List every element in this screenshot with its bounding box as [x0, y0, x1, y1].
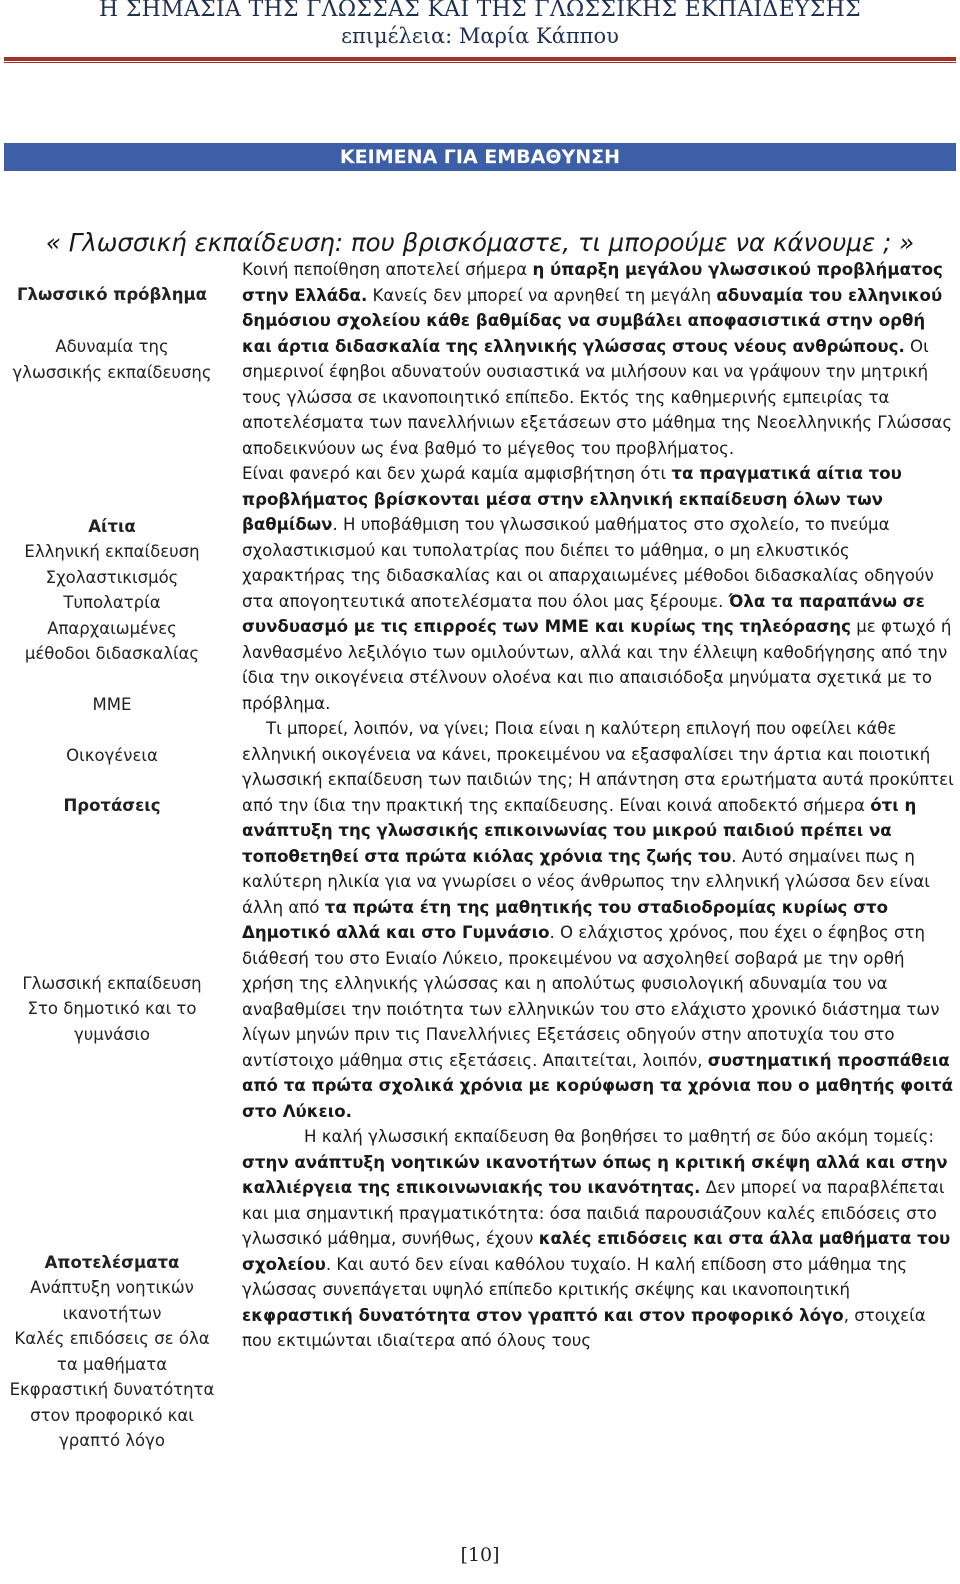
- body-paragraph-2: [242, 461, 954, 716]
- sidebar-note: Γλωσσική εκπαίδευση: [22, 974, 202, 993]
- sidebar-note: Ανάπτυξη νοητικών: [30, 1278, 194, 1297]
- sidebar-note: Ελληνική εκπαίδευση: [24, 542, 200, 561]
- text-run: με φτωχό ή λανθασμένο λεξιλόγιο των ομιλούντων, αλλά και την έλλειψη καθοδήγησης από την ίδια την οικογένεια στέλνουν ολοένα και πιο απαισιόδοξα μηνύματα σχετικά με το πρόβλημα.: [242, 617, 952, 713]
- text-run: , στοιχεία που εκτιμώνται ιδιαίτερα από όλους τους: [242, 1305, 926, 1350]
- text-run: Τι μπορεί, λοιπόν, να γίνει; Ποια είναι η καλύτερη επιλογή που οφείλει κάθε ελληνική οικογένεια να κάνει, προκειμένου να εξασφαλίσει την άρτια και ποιοτική γλωσσική εκπαίδευση των παιδιών της; Η απάντηση στα ερωτήματα αυτά προκύπτει από την ίδια την πρακτική της εκπαίδευσης. Είναι κοινά αποδεκτό σήμερα: [242, 719, 954, 815]
- sidebar-note: γυμνάσιο: [73, 1025, 151, 1044]
- bold-run: συστηματική προσπάθεια από τα πρώτα σχολικά χρόνια με κορύφωση τα χρόνια που ο μαθητής φοιτά στο Λύκειο.: [242, 1050, 954, 1121]
- sidebar-note: Απαρχαιωμένες: [47, 619, 177, 638]
- body-paragraph-1: [242, 257, 954, 461]
- sidebar-heading-results: Αποτελέσματα: [44, 1253, 180, 1272]
- text-run: Είναι φανερό και δεν χωρά καμία αμφισβήτηση ότι: [242, 464, 672, 483]
- sidebar-note: γραπτό λόγο: [58, 1431, 166, 1450]
- bold-run: καλές επιδόσεις και στα άλλα μαθήματα του σχολείου: [242, 1229, 951, 1274]
- sidebar-note: γλωσσικής εκπαίδευσης: [12, 363, 212, 382]
- text-run: Δεν μπορεί να παραβλέπεται και μια σημαντική πραγματικότητα: όσα παιδιά παρουσιάζουν καλές επιδόσεις στο γλωσσικό μάθημα, συνήθως, έχουν: [242, 1178, 945, 1248]
- margin-sidebar: [0, 0, 224, 1584]
- text-run: . Αυτό σημαίνει πως η καλύτερη ηλικία για να γνωρίσει ο νέος άνθρωπος την ελληνική γλώσσα δεν είναι άλλη από: [242, 846, 930, 917]
- sidebar-note: Αδυναμία της: [55, 337, 169, 356]
- sidebar-note: ικανοτήτων: [62, 1304, 162, 1323]
- sidebar-note: Καλές επιδόσεις σε όλα: [14, 1329, 210, 1348]
- text-run: . Η υποβάθμιση του γλωσσικού μαθήματος στο σχολείο, το πνεύμα σχολαστικισμού και τυπολατρίας που διέπει το μάθημα, ο μη ελκυστικός χαρακτήρας της διδασκαλίας και οι απαρχαιωμένες μέθοδοι διδασκαλίας οδηγούν στα απογοητευτικά αποτελέσματα που όλοι μας ξέρουμε.: [242, 515, 934, 611]
- text-run: Η καλή γλωσσική εκπαίδευση θα βοηθήσει το μαθητή σε δύο ακόμη τομείς:: [304, 1127, 934, 1146]
- sidebar-note: Στο δημοτικό και το: [27, 999, 197, 1018]
- sidebar-note: Εκφραστική δυνατότητα: [9, 1380, 215, 1399]
- section-band: ΚΕΙΜΕΝΑ ΓΙΑ ΕΜΒΑΘΥΝΣΗ: [4, 143, 956, 171]
- article-title: « Γλωσσική εκπαίδευση: που βρισκόμαστε, τι μπορούμε να κάνουμε ; »: [45, 228, 915, 257]
- bold-run: αδυναμία του ελληνικού δημόσιου σχολείου κάθε βαθμίδας να συμβάλει αποφασιστικά στην ορθή και άρτια διδασκαλία της ελληνικής γλώσσας στους νέους ανθρώπους.: [242, 285, 943, 356]
- sidebar-note: στον προφορικό και: [30, 1406, 194, 1425]
- bold-run: Όλα τα παραπάνω σε συνδυασμό με τις επιρροές των ΜΜΕ και κυρίως της τηλεόρασης: [242, 591, 925, 636]
- text-run: . Ο ελάχιστος χρόνος, που έχει ο έφηβος στη διάθεσή του στο Ενιαίο Λύκειο, προκειμένου να ασχοληθεί σοβαρά με την ορθή χρήση της ελληνικής γλώσσας και η απολύτως φυσιολογική αδυναμία του να αναβαθμίσει την ποιότητα των ελληνικών του στο ελάχιστο χρονικό διάστημα των λίγων μηνών πριν τις Πανελλήνιες Εξετάσεις οδηγούν στην αποτυχία του στο αντίστοιχο μάθημα στις εξετάσεις. Απαιτείται, λοιπόν,: [242, 923, 940, 1070]
- sidebar-note: τα μαθήματα: [56, 1355, 168, 1374]
- bold-run: η ύπαρξη μεγάλου γλωσσικού προβλήματος στην Ελλάδα.: [242, 260, 943, 305]
- sidebar-note: Οικογένεια: [66, 746, 158, 765]
- sidebar-heading-proposals: Προτάσεις: [63, 796, 161, 815]
- text-run: Κανείς δεν μπορεί να αρνηθεί τη μεγάλη: [367, 285, 717, 305]
- body-paragraph-4: [242, 1124, 954, 1354]
- text-run: . Και αυτό δεν είναι καθόλου τυχαίο. Η καλή επίδοση στο μάθημα της γλώσσας συνεπάγεται υψηλό επίπεδο κριτικής σκέψης και ικανοποιητική: [242, 1254, 908, 1299]
- sidebar-note: Σχολαστικισμός: [45, 568, 179, 587]
- text-run: Κοινή πεποίθηση αποτελεί σήμερα: [242, 260, 533, 279]
- sidebar-note: μέθοδοι διδασκαλίας: [24, 644, 200, 663]
- text-run: Οι σημερινοί έφηβοι αδυνατούν ουσιαστικά να μιλήσουν και να γράψουν την μητρική τους γλώσσα σε ικανοποιητικό επίπεδο. Εκτός της καθημερινής εμπειρίας τα αποτελέσματα των πανελλήνιων εξετάσεων στο μάθημα της Νεοελληνικής Γλώσσας αποδεικνύουν ως ένα βαθμό το μέγεθος του προβλήματος.: [242, 336, 953, 458]
- page-number: [10]: [460, 1544, 500, 1566]
- bold-run: εκφραστική δυνατότητα στον γραπτό και στον προφορικό λόγο: [242, 1305, 844, 1325]
- header-title: Η ΣΗΜΑΣΙΑ ΤΗΣ ΓΛΩΣΣΑΣ ΚΑΙ ΤΗΣ ΓΛΩΣΣΙΚΗΣ ΕΚΠΑΙΔΕΥΣΗΣ: [99, 0, 861, 22]
- sidebar-heading-causes: Αίτια: [88, 517, 136, 536]
- header-subtitle: επιμέλεια: Μαρία Κάππου: [341, 24, 619, 48]
- article-body: [242, 257, 954, 1354]
- sidebar-note: Τυπολατρία: [63, 593, 161, 612]
- bold-run: στην ανάπτυξη νοητικών ικανοτήτων όπως η κριτική σκέψη αλλά και στην καλλιέργεια της επικοινωνιακής του ικανότητας.: [242, 1152, 948, 1197]
- body-paragraph-3: [242, 716, 954, 1124]
- bold-run: ότι η ανάπτυξη της γλωσσικής επικοινωνίας του μικρού παιδιού πρέπει να τοποθετηθεί στα πρώτα κιόλας χρόνια της ζωής του: [242, 795, 917, 866]
- bold-run: τα πρώτα έτη της μαθητικής του σταδιοδρομίας κυρίως στο Δημοτικό αλλά και στο Γυμνάσιο: [242, 897, 889, 942]
- bold-run: τα πραγματικά αίτια του προβλήματος βρίσκονται μέσα στην ελληνική εκπαίδευση όλων των βαθμίδων: [242, 464, 902, 534]
- sidebar-note: ΜΜΕ: [92, 695, 132, 714]
- sidebar-heading-problem: Γλωσσικό πρόβλημα: [17, 285, 207, 304]
